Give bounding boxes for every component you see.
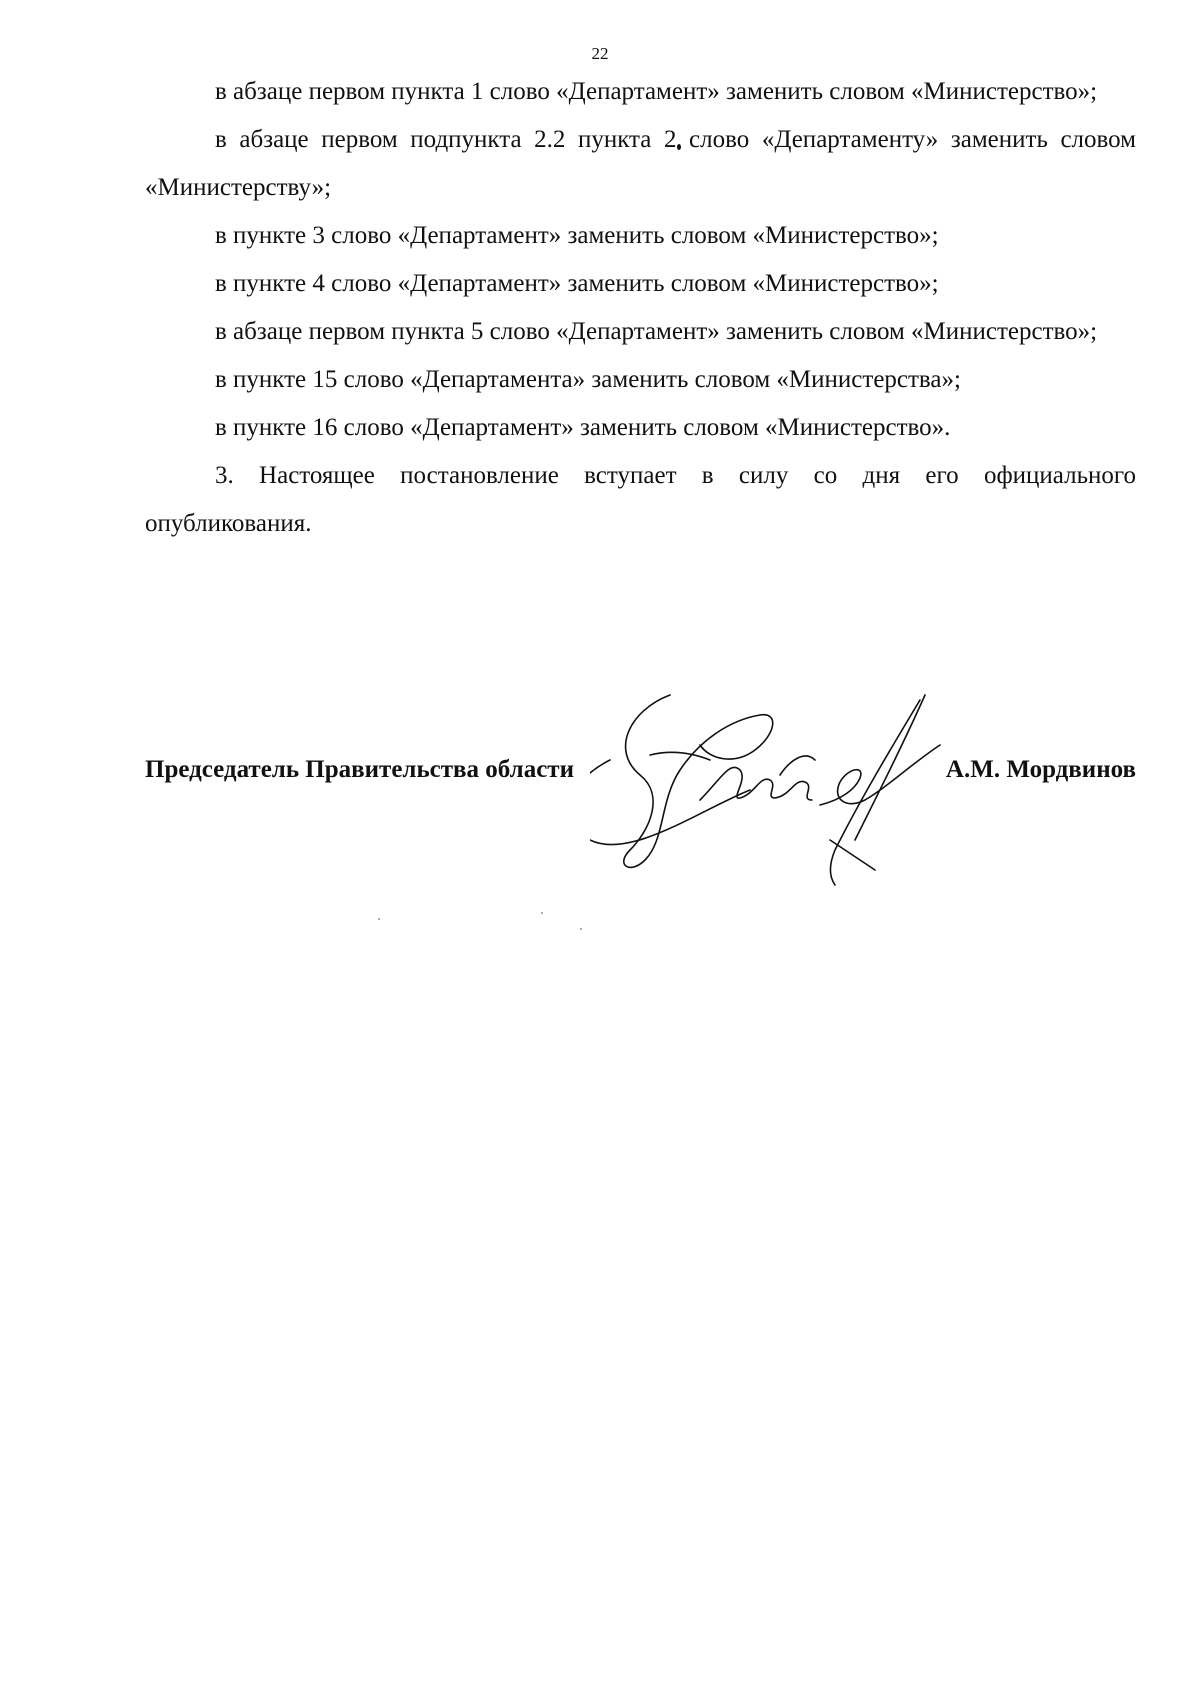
amendment-paragraph: в пункте 3 слово «Департамент» заменить словом «Министерство»; [215, 222, 939, 249]
signatory-name: А.М. Мордвинов [945, 756, 1136, 783]
document-body [145, 68, 1136, 548]
page-number: 22 [591, 44, 609, 63]
effective-date-paragraph: 3. Настоящее постановление вступает в силу со дня его официального опубликования. [145, 462, 1136, 537]
scan-artifact-speck [378, 918, 380, 920]
amendment-paragraph: в пункте 16 слово «Департамент» заменить словом «Министерство». [215, 414, 951, 441]
amendment-paragraph: в пункте 4 слово «Департамент» заменить словом «Министерство»; [215, 270, 939, 297]
signatory-position: Председатель Правительства области [145, 756, 574, 783]
scan-artifact-speck [541, 912, 543, 914]
handwritten-signature [590, 690, 950, 890]
amendment-paragraph: в абзаце первом пункта 5 слово «Департамент» заменить словом «Министерство»; [215, 318, 1098, 345]
amendment-paragraph: в абзаце первом пункта 1 слово «Департамент» заменить словом «Министерство»; [215, 78, 1098, 105]
amendment-paragraph: в пункте 15 слово «Департамента» заменить словом «Министерства»; [215, 366, 961, 393]
scan-artifact-speck [580, 928, 582, 930]
amendment-paragraph: в абзаце первом подпункта 2.2 пункта 2 слово «Департаменту» заменить словом «Министерству»; [145, 126, 1136, 201]
